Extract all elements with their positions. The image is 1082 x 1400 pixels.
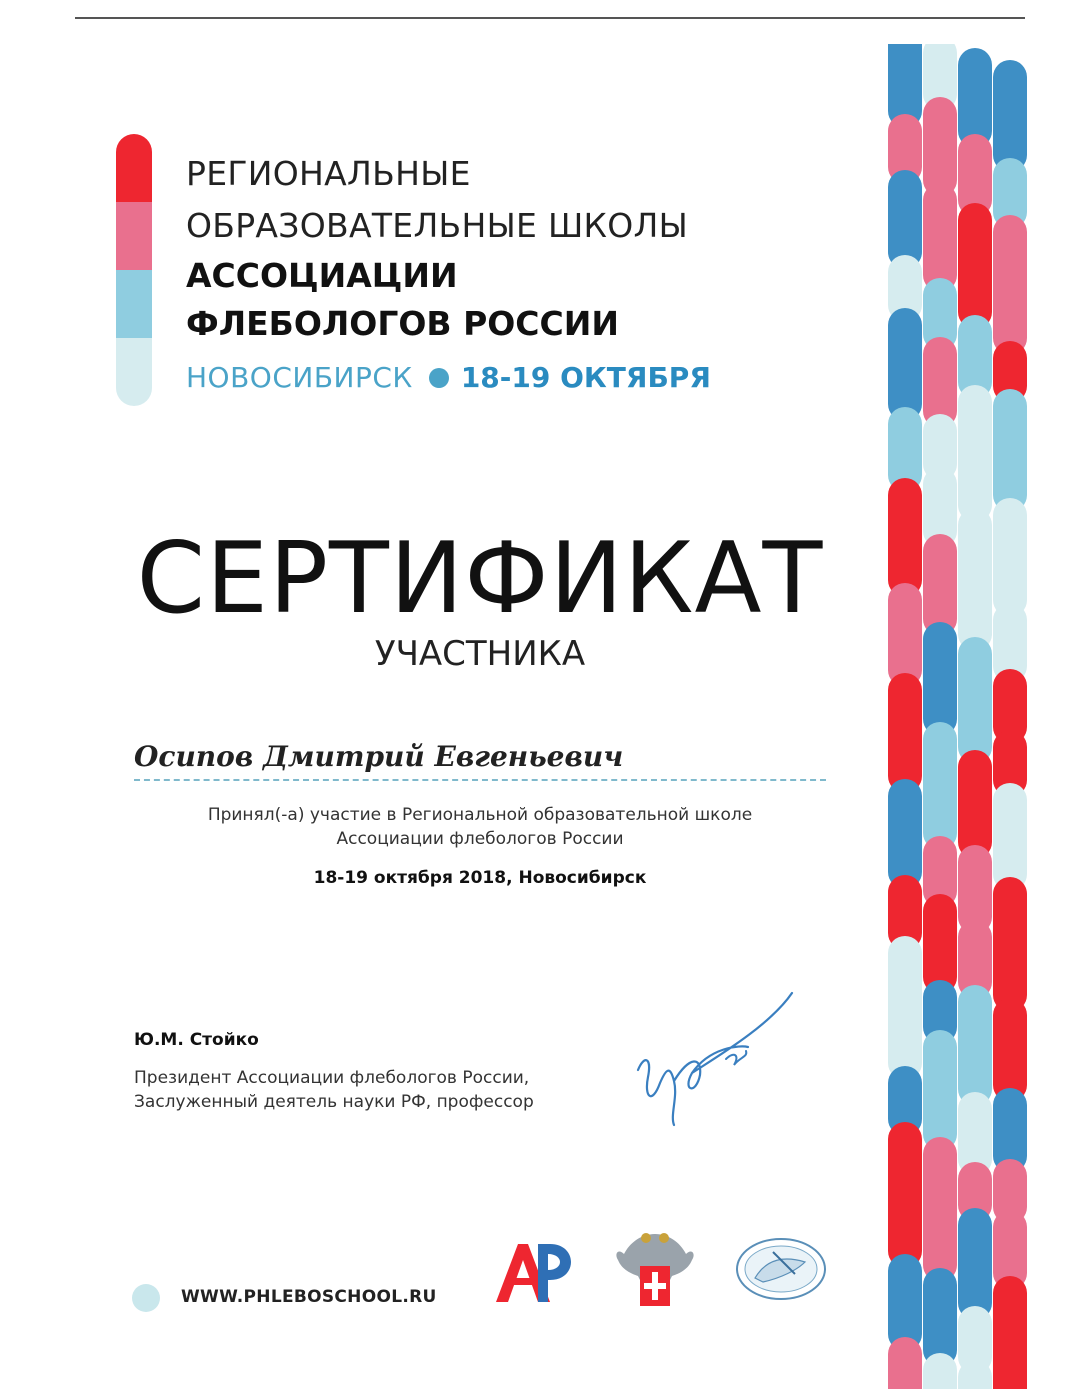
name-underline	[134, 779, 826, 781]
event-header	[186, 148, 846, 398]
stripe-segment	[888, 308, 922, 421]
certificate-subtitle: УЧАСТНИКА	[374, 634, 586, 674]
stripe-segment	[993, 783, 1027, 891]
stripe-segment	[923, 722, 957, 850]
header-line-4: ФЛЕБОЛОГОВ РОССИИ	[186, 304, 619, 343]
stripe-segment	[958, 508, 992, 651]
description-line-2: Ассоциации флебологов России	[336, 829, 624, 849]
decorative-stripes	[888, 44, 1028, 1389]
emblem-icon	[612, 1226, 698, 1310]
stripe-segment	[888, 936, 922, 1080]
stripe-segment	[888, 779, 922, 889]
participant-name: Осипов Дмитрий Евгеньевич	[134, 740, 624, 773]
stripe-segment	[993, 1276, 1027, 1389]
ap-logo-icon	[494, 1240, 580, 1304]
stripe-segment	[923, 1137, 957, 1282]
stripe-segment	[993, 389, 1027, 512]
stripe-segment	[958, 48, 992, 148]
stripe-segment	[888, 170, 922, 269]
stripe-segment	[958, 637, 992, 764]
header-line-1: РЕГИОНАЛЬНЫЕ	[186, 154, 471, 193]
stripe-segment	[993, 877, 1027, 1012]
stripe-segment	[958, 750, 992, 859]
signer-role-line-2: Заслуженный деятель науки РФ, профессор	[134, 1092, 534, 1112]
stripe-segment	[993, 60, 1027, 172]
footer-dot-icon	[132, 1284, 160, 1312]
header-dates: 18-19 ОКТЯБРЯ	[460, 361, 711, 394]
stripe-segment	[923, 183, 957, 292]
stripe-segment	[888, 673, 922, 793]
stripe-segment	[888, 1337, 922, 1389]
stripe-segment	[888, 1122, 922, 1268]
stripe-segment	[923, 97, 957, 197]
stripe-segment	[923, 894, 957, 994]
separator-dot-icon	[429, 368, 449, 388]
header-accent-bar	[116, 134, 152, 406]
stripe-segment	[888, 1254, 922, 1351]
stripe-segment	[888, 583, 922, 687]
signer-role-line-1: Президент Ассоциации флебологов России,	[134, 1068, 530, 1088]
stripe-segment	[958, 1208, 992, 1320]
stripe-segment	[993, 498, 1027, 617]
header-city-row	[186, 358, 846, 398]
stripe-segment	[958, 203, 992, 329]
stripe-segment	[888, 478, 922, 597]
stripe-segment	[993, 998, 1027, 1102]
stripe-segment	[923, 622, 957, 736]
stripe-segment	[993, 215, 1027, 355]
round-logo-icon	[733, 1234, 829, 1304]
stripe-segment	[923, 1268, 957, 1367]
signer-role	[134, 1066, 534, 1114]
event-dates: 18-19 октября 2018, Новосибирск	[313, 868, 647, 888]
stripe-segment	[923, 1030, 957, 1151]
certificate-title: СЕРТИФИКАТ	[136, 522, 824, 636]
signature-icon	[630, 985, 800, 1135]
top-rule	[75, 17, 1025, 19]
footer-url[interactable]: WWW.PHLEBOSCHOOL.RU	[181, 1287, 437, 1307]
description-line-1: Принял(-а) участие в Региональной образовательной школе	[207, 805, 753, 825]
signer-name: Ю.М. Стойко	[134, 1030, 259, 1050]
header-line-2: ОБРАЗОВАТЕЛЬНЫЕ ШКОЛЫ	[186, 206, 689, 245]
stripe-segment	[958, 385, 992, 522]
stripe-segment	[923, 534, 957, 636]
stripe-segment	[958, 985, 992, 1106]
stripe-segment	[923, 1353, 957, 1389]
header-city: НОВОСИБИРСК	[186, 361, 413, 394]
header-line-3: АССОЦИАЦИИ	[186, 256, 458, 295]
